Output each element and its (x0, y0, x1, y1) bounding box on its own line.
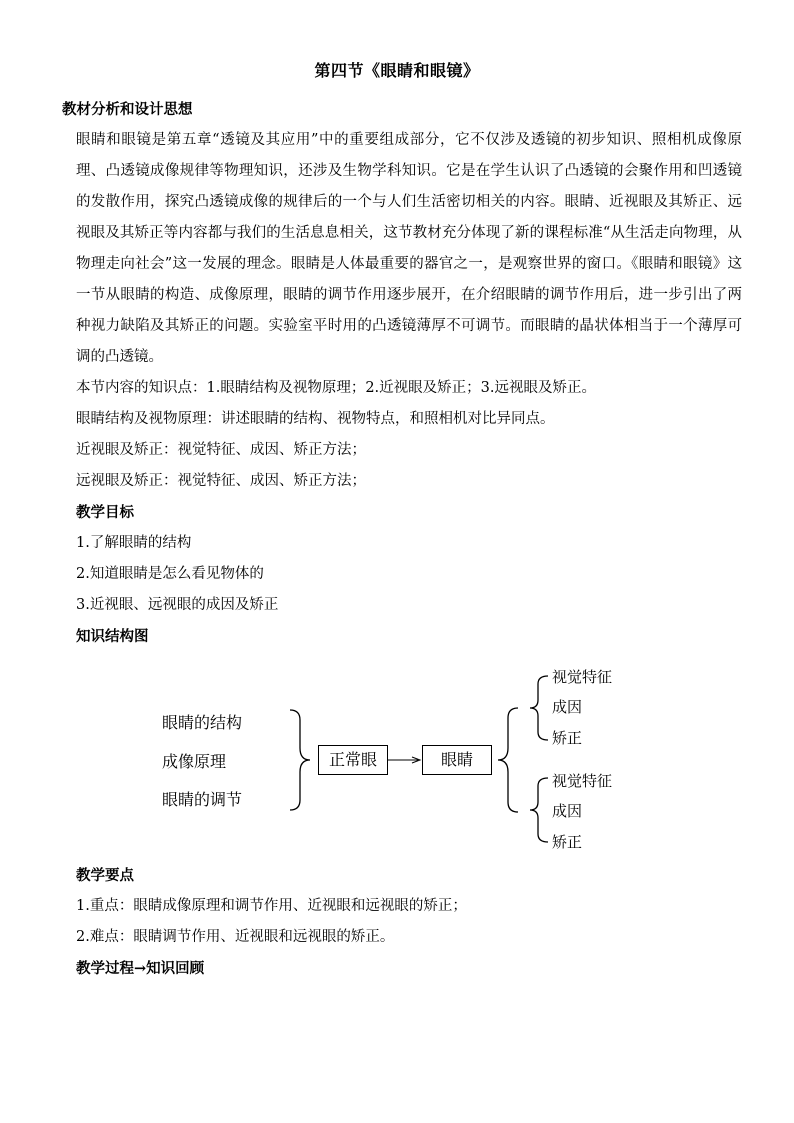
section-heading-analysis: 教材分析和设计思想 (62, 101, 193, 118)
diagram-connectors (150, 660, 630, 860)
keypoint-item: 1.重点：眼睛成像原理和调节作用、近视眼和远视眼的矫正； (76, 898, 467, 914)
section-heading-process: 教学过程→知识回顾 (76, 960, 205, 977)
upper-branch-item: 成因 (552, 698, 583, 716)
box-eye: 眼睛 (422, 745, 492, 775)
goal-item: 3.近视眼、远视眼的成因及矫正 (76, 597, 279, 613)
goal-item: 1.了解眼睛的结构 (76, 535, 192, 551)
section-heading-structure: 知识结构图 (76, 628, 149, 645)
upper-brace (530, 676, 548, 740)
diagram-left-item: 眼睛的调节 (162, 790, 243, 809)
analysis-paragraph (76, 125, 742, 373)
upper-branch-item: 视觉特征 (552, 668, 613, 686)
lower-brace (530, 778, 548, 842)
upper-branch-item: 矫正 (552, 729, 583, 747)
diagram-left-item: 成像原理 (162, 752, 227, 771)
lower-branch-item: 成因 (552, 802, 583, 820)
document-title: 第四节《眼睛和眼镜》 (314, 61, 480, 80)
eye-structure-line: 眼睛结构及视物原理：讲述眼睛的结构、视物特点，和照相机对比异同点。 (76, 411, 555, 427)
main-content (62, 94, 742, 652)
keypoint-item: 2.难点：眼睛调节作用、近视眼和远视眼的矫正。 (76, 929, 395, 945)
section-heading-goals: 教学目标 (76, 504, 134, 521)
middle-brace (498, 708, 518, 812)
hyperopia-line: 远视眼及矫正：视觉特征、成因、矫正方法； (76, 473, 366, 489)
diagram-left-item: 眼睛的结构 (162, 713, 243, 732)
lower-branch-item: 矫正 (552, 833, 583, 851)
goal-item: 2.知道眼睛是怎么看见物体的 (76, 566, 264, 582)
section-heading-keypoints: 教学要点 (76, 867, 134, 884)
analysis-text: 眼睛和眼镜是第五章“透镜及其应用”中的重要组成部分，它不仅涉及透镜的初步知识、照相机成像原理、凸透镜成像规律等物理知识，还涉及生物学科知识。它是在学生认识了凸透镜的会聚作用和凹透镜的发散作用，探究凸透镜成像的规律后的一个与人们生活密切相关的内容。眼睛、近视眼及其矫正、远视眼及其矫正等内容都与我们的生活息息相关，这节教材充分体现了新的课程标准“从生活走向物理，从物理走向社会”这一发展的理念。眼睛是人体最重要的器官之一，是观察世界的窗口。《眼睛和眼镜》这一节从眼睛的构造、成像原理，眼睛的调节作用逐步展开，在介绍眼睛的调节作用后，进一步引出了两种视力缺陷及其矫正的问题。实验室平时用的凸透镜薄厚不可调节。而眼睛的晶状体相当于一个薄厚可调的凸透镜。 (76, 132, 742, 365)
myopia-line: 近视眼及矫正：视觉特征、成因、矫正方法； (76, 442, 366, 458)
knowledge-structure-diagram (150, 660, 630, 860)
bottom-content (76, 860, 742, 984)
lower-branch-item: 视觉特征 (552, 772, 613, 790)
box-normal-eye: 正常眼 (318, 745, 388, 775)
knowledge-points-line: 本节内容的知识点：1.眼睛结构及视物原理；2.近视眼及矫正；3.远视眼及矫正。 (76, 380, 597, 396)
left-brace (290, 710, 310, 810)
